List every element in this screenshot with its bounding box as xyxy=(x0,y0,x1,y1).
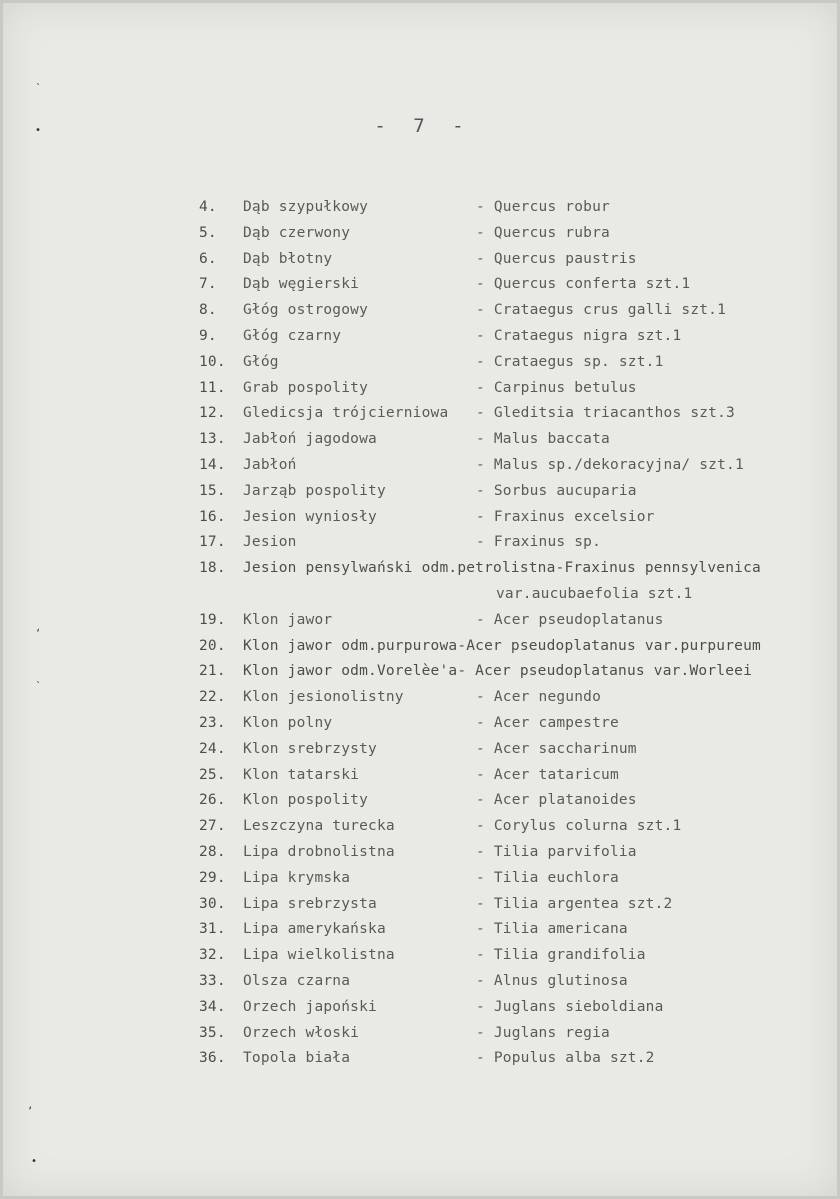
item-number: 11. xyxy=(199,379,226,396)
document-page xyxy=(3,3,837,1196)
item-number: 15. xyxy=(199,482,226,499)
list-item xyxy=(3,560,840,586)
latin-name: - Tilia euchlora xyxy=(476,869,619,886)
margin-mark: ʻ xyxy=(35,628,42,639)
item-number: 29. xyxy=(199,869,226,886)
item-number: 28. xyxy=(199,843,226,860)
list-item xyxy=(3,276,840,302)
latin-name: - Alnus glutinosa xyxy=(476,972,628,989)
item-number: 17. xyxy=(199,534,226,551)
latin-name: - Gleditsia triacanthos szt.3 xyxy=(476,405,735,422)
latin-name: - Crataegus nigra szt.1 xyxy=(476,327,682,344)
polish-name: Jesion wyniosły xyxy=(243,508,377,525)
item-number: 25. xyxy=(199,766,226,783)
latin-name: - Juglans regia xyxy=(476,1024,610,1041)
polish-name: Lipa drobnolistna xyxy=(243,843,395,860)
polish-name: Dąb węgierski xyxy=(243,276,360,293)
latin-name: - Tilia grandifolia xyxy=(476,947,646,964)
item-number: 8. xyxy=(199,302,217,319)
latin-name: - Acer campestre xyxy=(476,714,619,731)
list-item xyxy=(3,741,840,767)
latin-name: - Acer saccharinum xyxy=(476,740,637,757)
item-number: 12. xyxy=(199,405,226,422)
item-number: 36. xyxy=(199,1050,226,1067)
latin-name: - Acer negundo xyxy=(476,689,602,706)
list-item xyxy=(3,999,840,1025)
list-item xyxy=(3,380,840,406)
polish-name: Jesion pensylwański odm.petrolistna-Fraxinus pennsylvenica xyxy=(243,560,761,577)
latin-name: - Fraxinus excelsior xyxy=(476,508,655,525)
polish-name: Dąb czerwony xyxy=(243,224,351,241)
latin-name: - Tilia parvifolia xyxy=(476,843,637,860)
polish-name: Lipa krymska xyxy=(243,869,351,886)
latin-name: - Quercus robur xyxy=(476,199,610,215)
list-item xyxy=(3,225,840,251)
polish-name: Jesion xyxy=(243,534,297,551)
list-item xyxy=(3,405,840,431)
latin-name: - Corylus colurna szt.1 xyxy=(476,818,682,835)
polish-name: Gledicsja trójcierniowa xyxy=(243,405,449,422)
list-item xyxy=(3,896,840,922)
latin-name: - Fraxinus sp. xyxy=(476,534,602,551)
polish-name: Klon jawor odm.Vorelèe'a- Acer pseudoplatanus var.Worleei xyxy=(243,663,752,680)
polish-name: Głóg ostrogowy xyxy=(243,302,369,319)
latin-name: - Crataegus sp. szt.1 xyxy=(476,353,664,370)
item-number: 21. xyxy=(199,663,226,680)
margin-mark: ʼ xyxy=(27,1106,34,1117)
item-number: 19. xyxy=(199,611,226,628)
latin-name: - Malus baccata xyxy=(476,431,610,448)
latin-name: - Quercus conferta szt.1 xyxy=(476,276,691,293)
polish-name: Dąb błotny xyxy=(243,250,333,267)
list-item xyxy=(3,844,840,870)
polish-name: Klon srebrzysty xyxy=(243,740,377,757)
latin-name: - Quercus rubra xyxy=(476,224,610,241)
polish-name: Leszczyna turecka xyxy=(243,818,395,835)
latin-name: - Acer pseudoplatanus xyxy=(476,611,664,628)
latin-name: - Malus sp./dekoracyjna/ szt.1 xyxy=(476,456,744,473)
list-item xyxy=(3,251,840,277)
item-number: 9. xyxy=(199,327,217,344)
polish-name: Jabłoń jagodowa xyxy=(243,431,377,448)
latin-name: - Tilia argentea szt.2 xyxy=(476,895,673,912)
polish-name: Orzech włoski xyxy=(243,1024,360,1041)
item-number: 26. xyxy=(199,792,226,809)
list-item-continuation xyxy=(3,586,840,612)
latin-name: - Carpinus betulus xyxy=(476,379,637,396)
item-number: 4. xyxy=(199,199,217,215)
polish-name: Klon jawor xyxy=(243,611,333,628)
item-number: 22. xyxy=(199,689,226,706)
list-item xyxy=(3,663,840,689)
margin-mark: ˎ xyxy=(35,74,42,85)
item-number: 10. xyxy=(199,353,226,370)
polish-name: Dąb szypułkowy xyxy=(243,199,369,215)
polish-name: Lipa amerykańska xyxy=(243,921,386,938)
list-item xyxy=(3,199,840,225)
list-item xyxy=(3,612,840,638)
item-number: 18. xyxy=(199,560,226,577)
latin-name-continuation: var.aucubaefolia szt.1 xyxy=(496,585,693,602)
polish-name: Klon polny xyxy=(243,714,333,731)
item-number: 31. xyxy=(199,921,226,938)
latin-name: - Quercus paustris xyxy=(476,250,637,267)
list-item xyxy=(3,302,840,328)
item-number: 13. xyxy=(199,431,226,448)
latin-name: - Acer platanoides xyxy=(476,792,637,809)
item-number: 23. xyxy=(199,714,226,731)
polish-name: Jarząb pospolity xyxy=(243,482,386,499)
list-item xyxy=(3,715,840,741)
polish-name: Głóg xyxy=(243,353,279,370)
polish-name: Klon jesionolistny xyxy=(243,689,404,706)
latin-name: - Crataegus crus galli szt.1 xyxy=(476,302,727,319)
polish-name: Lipa wielkolistna xyxy=(243,947,395,964)
list-item xyxy=(3,767,840,793)
list-item xyxy=(3,792,840,818)
polish-name: Klon pospolity xyxy=(243,792,369,809)
list-item xyxy=(3,638,840,664)
polish-name: Olsza czarna xyxy=(243,972,351,989)
list-item xyxy=(3,328,840,354)
list-item xyxy=(3,1050,840,1076)
list-item xyxy=(3,818,840,844)
latin-name: - Populus alba szt.2 xyxy=(476,1050,655,1067)
item-number: 33. xyxy=(199,972,226,989)
item-number: 6. xyxy=(199,250,217,267)
margin-mark: • xyxy=(31,1156,38,1167)
item-number: 30. xyxy=(199,895,226,912)
list-item xyxy=(3,689,840,715)
item-number: 14. xyxy=(199,456,226,473)
list-item xyxy=(3,534,840,560)
item-number: 7. xyxy=(199,276,217,293)
polish-name: Głóg czarny xyxy=(243,327,342,344)
item-number: 20. xyxy=(199,637,226,654)
polish-name: Grab pospolity xyxy=(243,379,369,396)
list-item xyxy=(3,870,840,896)
list-item xyxy=(3,483,840,509)
latin-name: - Sorbus aucuparia xyxy=(476,482,637,499)
item-number: 27. xyxy=(199,818,226,835)
polish-name: Klon tatarski xyxy=(243,766,360,783)
list-item xyxy=(3,973,840,999)
polish-name: Topola biała xyxy=(243,1050,351,1067)
species-list xyxy=(3,199,840,1076)
item-number: 32. xyxy=(199,947,226,964)
latin-name: - Acer tataricum xyxy=(476,766,619,783)
list-item xyxy=(3,457,840,483)
polish-name: Lipa srebrzysta xyxy=(243,895,377,912)
polish-name: Klon jawor odm.purpurowa-Acer pseudoplatanus var.purpureum xyxy=(243,637,761,654)
list-item xyxy=(3,947,840,973)
list-item xyxy=(3,509,840,535)
item-number: 35. xyxy=(199,1024,226,1041)
item-number: 5. xyxy=(199,224,217,241)
item-number: 16. xyxy=(199,508,226,525)
list-item xyxy=(3,921,840,947)
polish-name: Jabłoń xyxy=(243,456,297,473)
margin-mark: ˎ xyxy=(35,672,42,683)
polish-name: Orzech japoński xyxy=(243,998,377,1015)
latin-name: - Tilia americana xyxy=(476,921,628,938)
list-item xyxy=(3,354,840,380)
item-number: 24. xyxy=(199,740,226,757)
list-item xyxy=(3,1025,840,1051)
latin-name: - Juglans sieboldiana xyxy=(476,998,664,1015)
list-item xyxy=(3,431,840,457)
item-number: 34. xyxy=(199,998,226,1015)
page-number: - 7 - xyxy=(374,115,472,137)
margin-mark: • xyxy=(35,125,42,136)
